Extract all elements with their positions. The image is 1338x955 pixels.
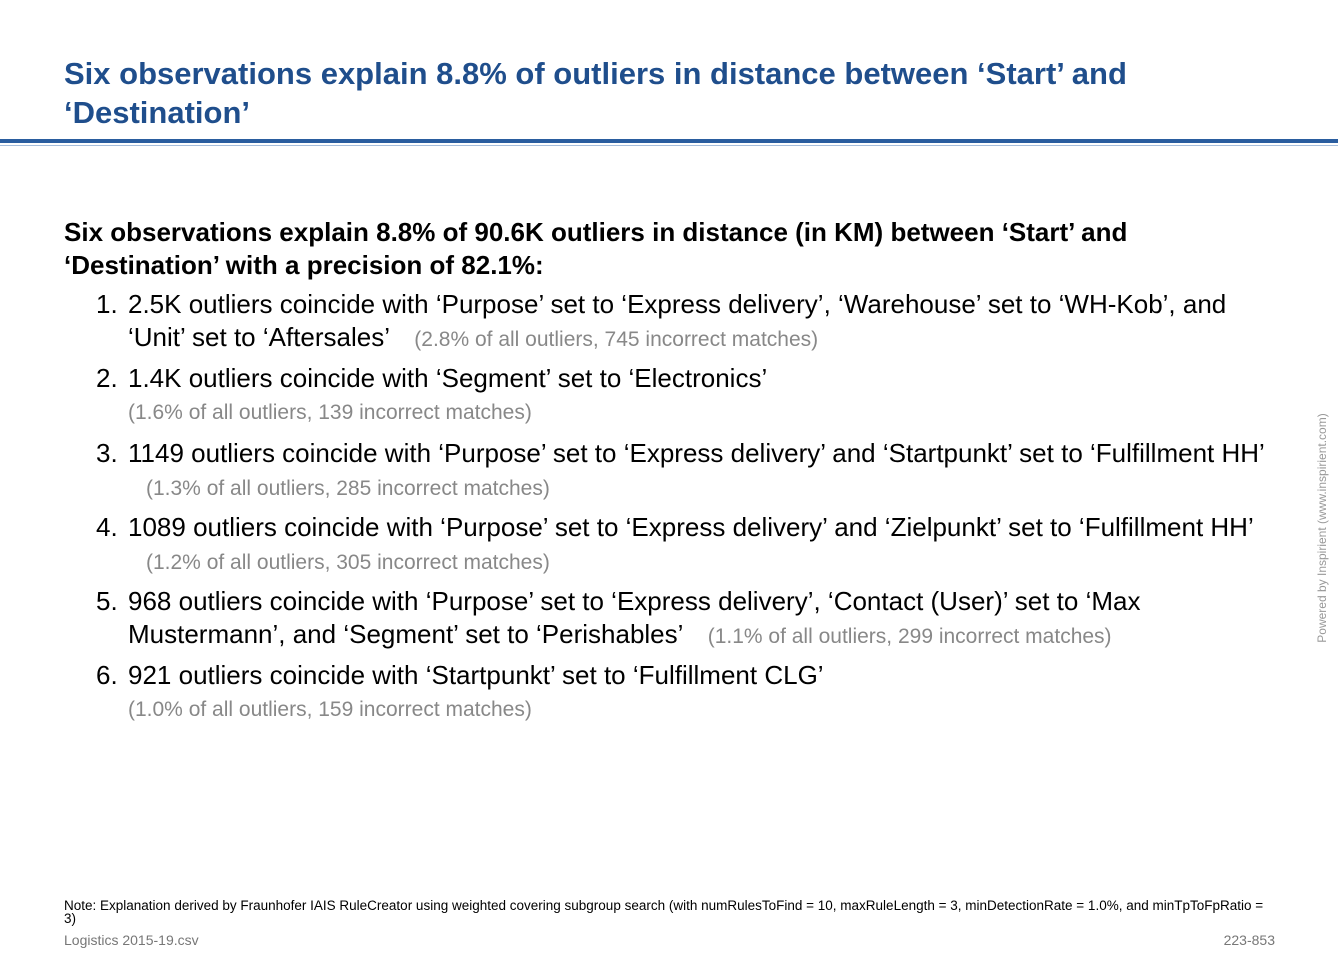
- finding-detail: (1.3% of all outliers, 285 incorrect matches): [146, 477, 550, 500]
- finding-number: 1.: [96, 289, 118, 319]
- finding-text: 921 outliers coincide with ‘Startpunkt’ set to ‘Fulfillment CLG’: [128, 660, 824, 690]
- finding-number: 3.: [96, 438, 118, 468]
- finding-detail: (1.1% of all outliers, 299 incorrect matches): [707, 625, 1112, 648]
- findings-list: [64, 288, 1284, 728]
- title-divider-thin: [0, 145, 1338, 146]
- finding-detail: (1.6% of all outliers, 139 incorrect matches): [128, 401, 532, 424]
- finding-item-1: [64, 288, 1284, 356]
- finding-item-4: [64, 511, 1284, 579]
- finding-number: 5.: [96, 586, 118, 616]
- page-title: Six observations explain 8.8% of outliers in distance between ‘Start’ and ‘Destination’: [64, 56, 1127, 130]
- finding-number: 2.: [96, 363, 118, 393]
- finding-detail: (2.8% of all outliers, 745 incorrect matches): [414, 328, 819, 351]
- finding-text: 2.5K outliers coincide with ‘Purpose’ set to ‘Express delivery’, ‘Warehouse’ set to ‘WH-Kob’, and ‘Unit’ set to ‘Aftersales’: [128, 289, 1227, 352]
- finding-text: 968 outliers coincide with ‘Purpose’ set to ‘Express delivery’, ‘Contact (User)’ set to ‘Max Mustermann’, and ‘Segment’ set to ‘Perishables’: [128, 586, 1141, 649]
- finding-detail: (1.0% of all outliers, 159 incorrect matches): [128, 698, 532, 721]
- powered-by-text: Powered by Inspirient (www.inspirient.com): [1315, 413, 1329, 643]
- finding-item-2: [64, 362, 1284, 431]
- finding-item-5: [64, 585, 1284, 653]
- finding-text: 1.4K outliers coincide with ‘Segment’ set to ‘Electronics’: [128, 363, 768, 393]
- slide-content: [64, 216, 1284, 734]
- finding-item-3: [64, 437, 1284, 505]
- finding-number: 4.: [96, 512, 118, 542]
- page-code: 223-853: [1223, 932, 1275, 948]
- title-divider: [0, 139, 1338, 143]
- summary-heading: Six observations explain 8.8% of 90.6K outliers in distance (in KM) between ‘Start’ and ‘Destination’ with a precision of 82.1%:: [64, 217, 1128, 280]
- footnote: Note: Explanation derived by Fraunhofer IAIS RuleCreator using weighted covering subgroup search (with numRulesToFind = 10, maxRuleLength = 3, minDetectionRate = 1.0%, and minTpToFpRatio = 3): [64, 898, 1264, 926]
- finding-text: 1149 outliers coincide with ‘Purpose’ set to ‘Express delivery’ and ‘Startpunkt’ set to ‘Fulfillment HH’: [128, 438, 1264, 468]
- finding-text: 1089 outliers coincide with ‘Purpose’ set to ‘Express delivery’ and ‘Zielpunkt’ set to ‘Fulfillment HH’: [128, 512, 1253, 542]
- finding-detail: (1.2% of all outliers, 305 incorrect matches): [146, 551, 550, 574]
- finding-number: 6.: [96, 660, 118, 690]
- source-file-label: Logistics 2015-19.csv: [64, 932, 199, 948]
- finding-item-6: [64, 659, 1284, 728]
